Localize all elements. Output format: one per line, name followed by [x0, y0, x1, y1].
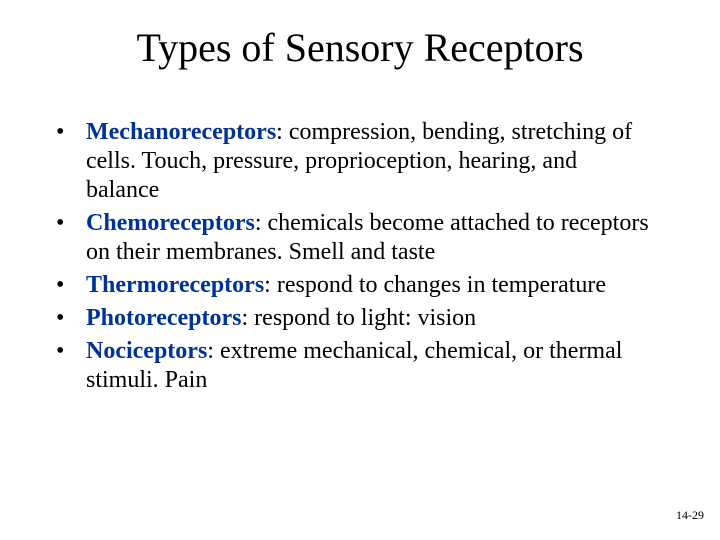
- page-number: 14-29: [676, 508, 704, 522]
- bullet-description: : extreme mechanical, chemical, or thermal stimuli. Pain: [86, 338, 623, 393]
- bullet-description: : respond to light: vision: [241, 305, 477, 331]
- bullet-term: Mechanoreceptors: [86, 119, 277, 145]
- bullet-marker: •: [56, 338, 65, 364]
- bullet-list: [56, 118, 656, 399]
- bullet-item-photoreceptors: [56, 304, 656, 333]
- bullet-term: Photoreceptors: [86, 305, 242, 331]
- slide-title: Types of Sensory Receptors: [136, 25, 584, 70]
- bullet-item-nociceptors: [56, 337, 656, 395]
- bullet-description: : compression, bending, stretching of cells. Touch, pressure, proprioception, hearing, and balance: [86, 119, 633, 203]
- bullet-description: : chemicals become attached to receptors on their membranes. Smell and taste: [86, 210, 649, 265]
- bullet-description: : respond to changes in temperature: [264, 272, 607, 298]
- bullet-term: Nociceptors: [86, 338, 208, 364]
- bullet-item-chemoreceptors: [56, 209, 656, 267]
- bullet-item-thermoreceptors: [56, 271, 656, 300]
- bullet-marker: •: [56, 119, 65, 145]
- bullet-item-mechanoreceptors: [56, 118, 656, 205]
- bullet-marker: •: [56, 272, 65, 298]
- bullet-term: Thermoreceptors: [86, 272, 265, 298]
- bullet-marker: •: [56, 305, 65, 331]
- bullet-term: Chemoreceptors: [86, 210, 255, 236]
- bullet-marker: •: [56, 210, 65, 236]
